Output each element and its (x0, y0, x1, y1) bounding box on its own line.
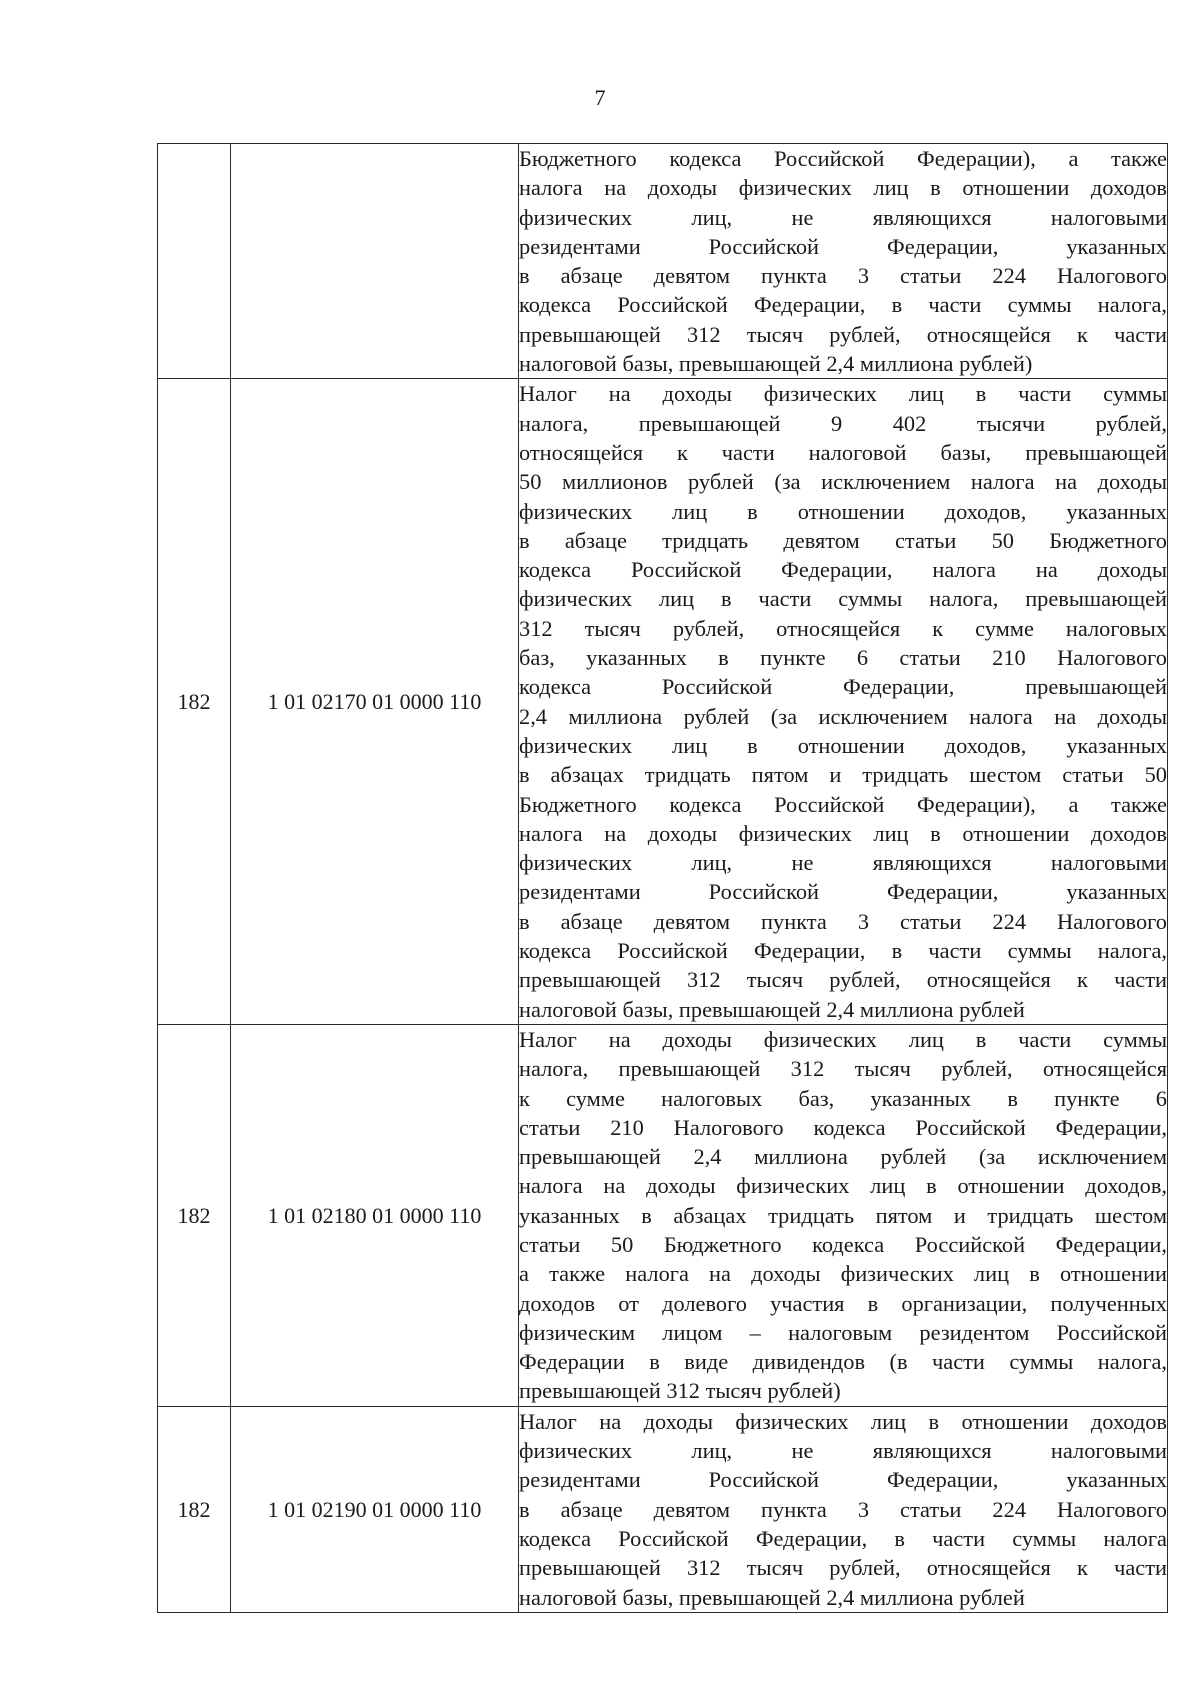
description-line: кодекса Российской Федерации, в части суммы налога, (519, 292, 1167, 318)
admin-code-cell: 182 (158, 1406, 231, 1612)
description-line: кодекса Российской Федерации, налога на доходы (519, 557, 1167, 583)
description-line: налоговой базы, превышающей 2,4 миллиона рублей) (519, 351, 1033, 377)
description-line: 2,4 миллиона рублей (за исключением налога на доходы (519, 703, 1167, 729)
description-line: указанных в абзацах тридцать пятом и тридцать шестом (519, 1202, 1167, 1228)
description-line: статьи 210 Налогового кодекса Российской Федерации, (519, 1114, 1167, 1140)
description-line: физических лиц, не являющихся налоговыми (519, 850, 1167, 876)
table-row (158, 144, 1168, 379)
description-line: в абзацах тридцать пятом и тридцать шестом статьи 50 (519, 762, 1167, 788)
description-line: Налог на доходы физических лиц в части суммы (519, 1026, 1167, 1052)
description-line: в абзаце девятом пункта 3 статьи 224 Налогового (519, 263, 1167, 289)
description-line: превышающей 2,4 миллиона рублей (за исключением (519, 1144, 1167, 1170)
description-line: резидентами Российской Федерации, указанных (519, 879, 1167, 905)
description-line: относящейся к части налоговой базы, превышающей (519, 439, 1167, 465)
description-line: превышающей 312 тысяч рублей, относящейся к части (519, 1555, 1167, 1581)
description-line: в абзаце девятом пункта 3 статьи 224 Налогового (519, 1496, 1167, 1522)
admin-code-cell: 182 (158, 1024, 231, 1406)
description-line: доходов от долевого участия в организации, полученных (519, 1290, 1167, 1316)
description-line: Бюджетного кодекса Российской Федерации), а также (519, 146, 1167, 171)
kbk-code-cell: 1 01 02180 01 0000 110 (231, 1024, 519, 1406)
description-line: резидентами Российской Федерации, указанных (519, 233, 1167, 259)
table-row (158, 1406, 1168, 1612)
budget-classification-table (157, 143, 1168, 1613)
description-line: баз, указанных в пункте 6 статьи 210 Налогового (519, 645, 1167, 671)
admin-code-cell (158, 144, 231, 379)
description-line: Бюджетного кодекса Российской Федерации), а также (519, 791, 1167, 817)
description-line: налога на доходы физических лиц в отношении доходов (519, 175, 1167, 201)
description-line: кодекса Российской Федерации, превышающей (519, 674, 1167, 700)
description-line: в абзаце девятом пункта 3 статьи 224 Налогового (519, 908, 1167, 934)
description-line: налога на доходы физических лиц в отношении доходов, (519, 1173, 1167, 1199)
kbk-code-cell: 1 01 02170 01 0000 110 (231, 379, 519, 1025)
description-line: физических лиц, не являющихся налоговыми (519, 1438, 1167, 1464)
description-line: превышающей 312 тысяч рублей, относящейся к части (519, 967, 1167, 993)
table-row (158, 379, 1168, 1025)
kbk-code-cell (231, 144, 519, 379)
page-number: 7 (594, 85, 606, 110)
description-line: 312 тысяч рублей, относящейся к сумме налоговых (519, 615, 1167, 641)
description-cell (519, 144, 1168, 379)
description-cell (519, 379, 1168, 1025)
kbk-code-cell: 1 01 02190 01 0000 110 (231, 1406, 519, 1612)
description-line: в абзаце тридцать девятом статьи 50 Бюджетного (519, 527, 1167, 553)
description-line: а также налога на доходы физических лиц в отношении (519, 1261, 1167, 1287)
description-line: превышающей 312 тысяч рублей) (519, 1378, 841, 1404)
description-line: налога, превышающей 9 402 тысячи рублей, (519, 410, 1167, 436)
table-body (158, 144, 1168, 1613)
description-line: превышающей 312 тысяч рублей, относящейся к части (519, 321, 1167, 347)
description-line: физических лиц в части суммы налога, превышающей (519, 586, 1167, 612)
description-line: к сумме налоговых баз, указанных в пункте 6 (519, 1085, 1167, 1111)
description-line: Налог на доходы физических лиц в отношении доходов (519, 1408, 1167, 1434)
description-line: физическим лицом – налоговым резидентом Российской (519, 1319, 1167, 1345)
description-line: кодекса Российской Федерации, в части суммы налога (519, 1525, 1167, 1551)
description-cell (519, 1024, 1168, 1406)
description-line: Налог на доходы физических лиц в части суммы (519, 381, 1167, 407)
description-line: налоговой базы, превышающей 2,4 миллиона рублей (519, 1584, 1025, 1610)
description-cell (519, 1406, 1168, 1612)
description-line: физических лиц, не являющихся налоговыми (519, 204, 1167, 230)
description-line: Федерации в виде дивидендов (в части суммы налога, (519, 1349, 1167, 1375)
admin-code-cell: 182 (158, 379, 231, 1025)
description-line: налога на доходы физических лиц в отношении доходов (519, 820, 1167, 846)
description-line: резидентами Российской Федерации, указанных (519, 1467, 1167, 1493)
description-line: 50 миллионов рублей (за исключением налога на доходы (519, 469, 1167, 495)
table-row (158, 1024, 1168, 1406)
description-line: налога, превышающей 312 тысяч рублей, относящейся (519, 1056, 1167, 1082)
description-line: налоговой базы, превышающей 2,4 миллиона рублей (519, 996, 1025, 1022)
description-line: физических лиц в отношении доходов, указанных (519, 732, 1167, 758)
description-line: кодекса Российской Федерации, в части суммы налога, (519, 938, 1167, 964)
description-line: физических лиц в отношении доходов, указанных (519, 498, 1167, 524)
description-line: статьи 50 Бюджетного кодекса Российской Федерации, (519, 1231, 1167, 1257)
